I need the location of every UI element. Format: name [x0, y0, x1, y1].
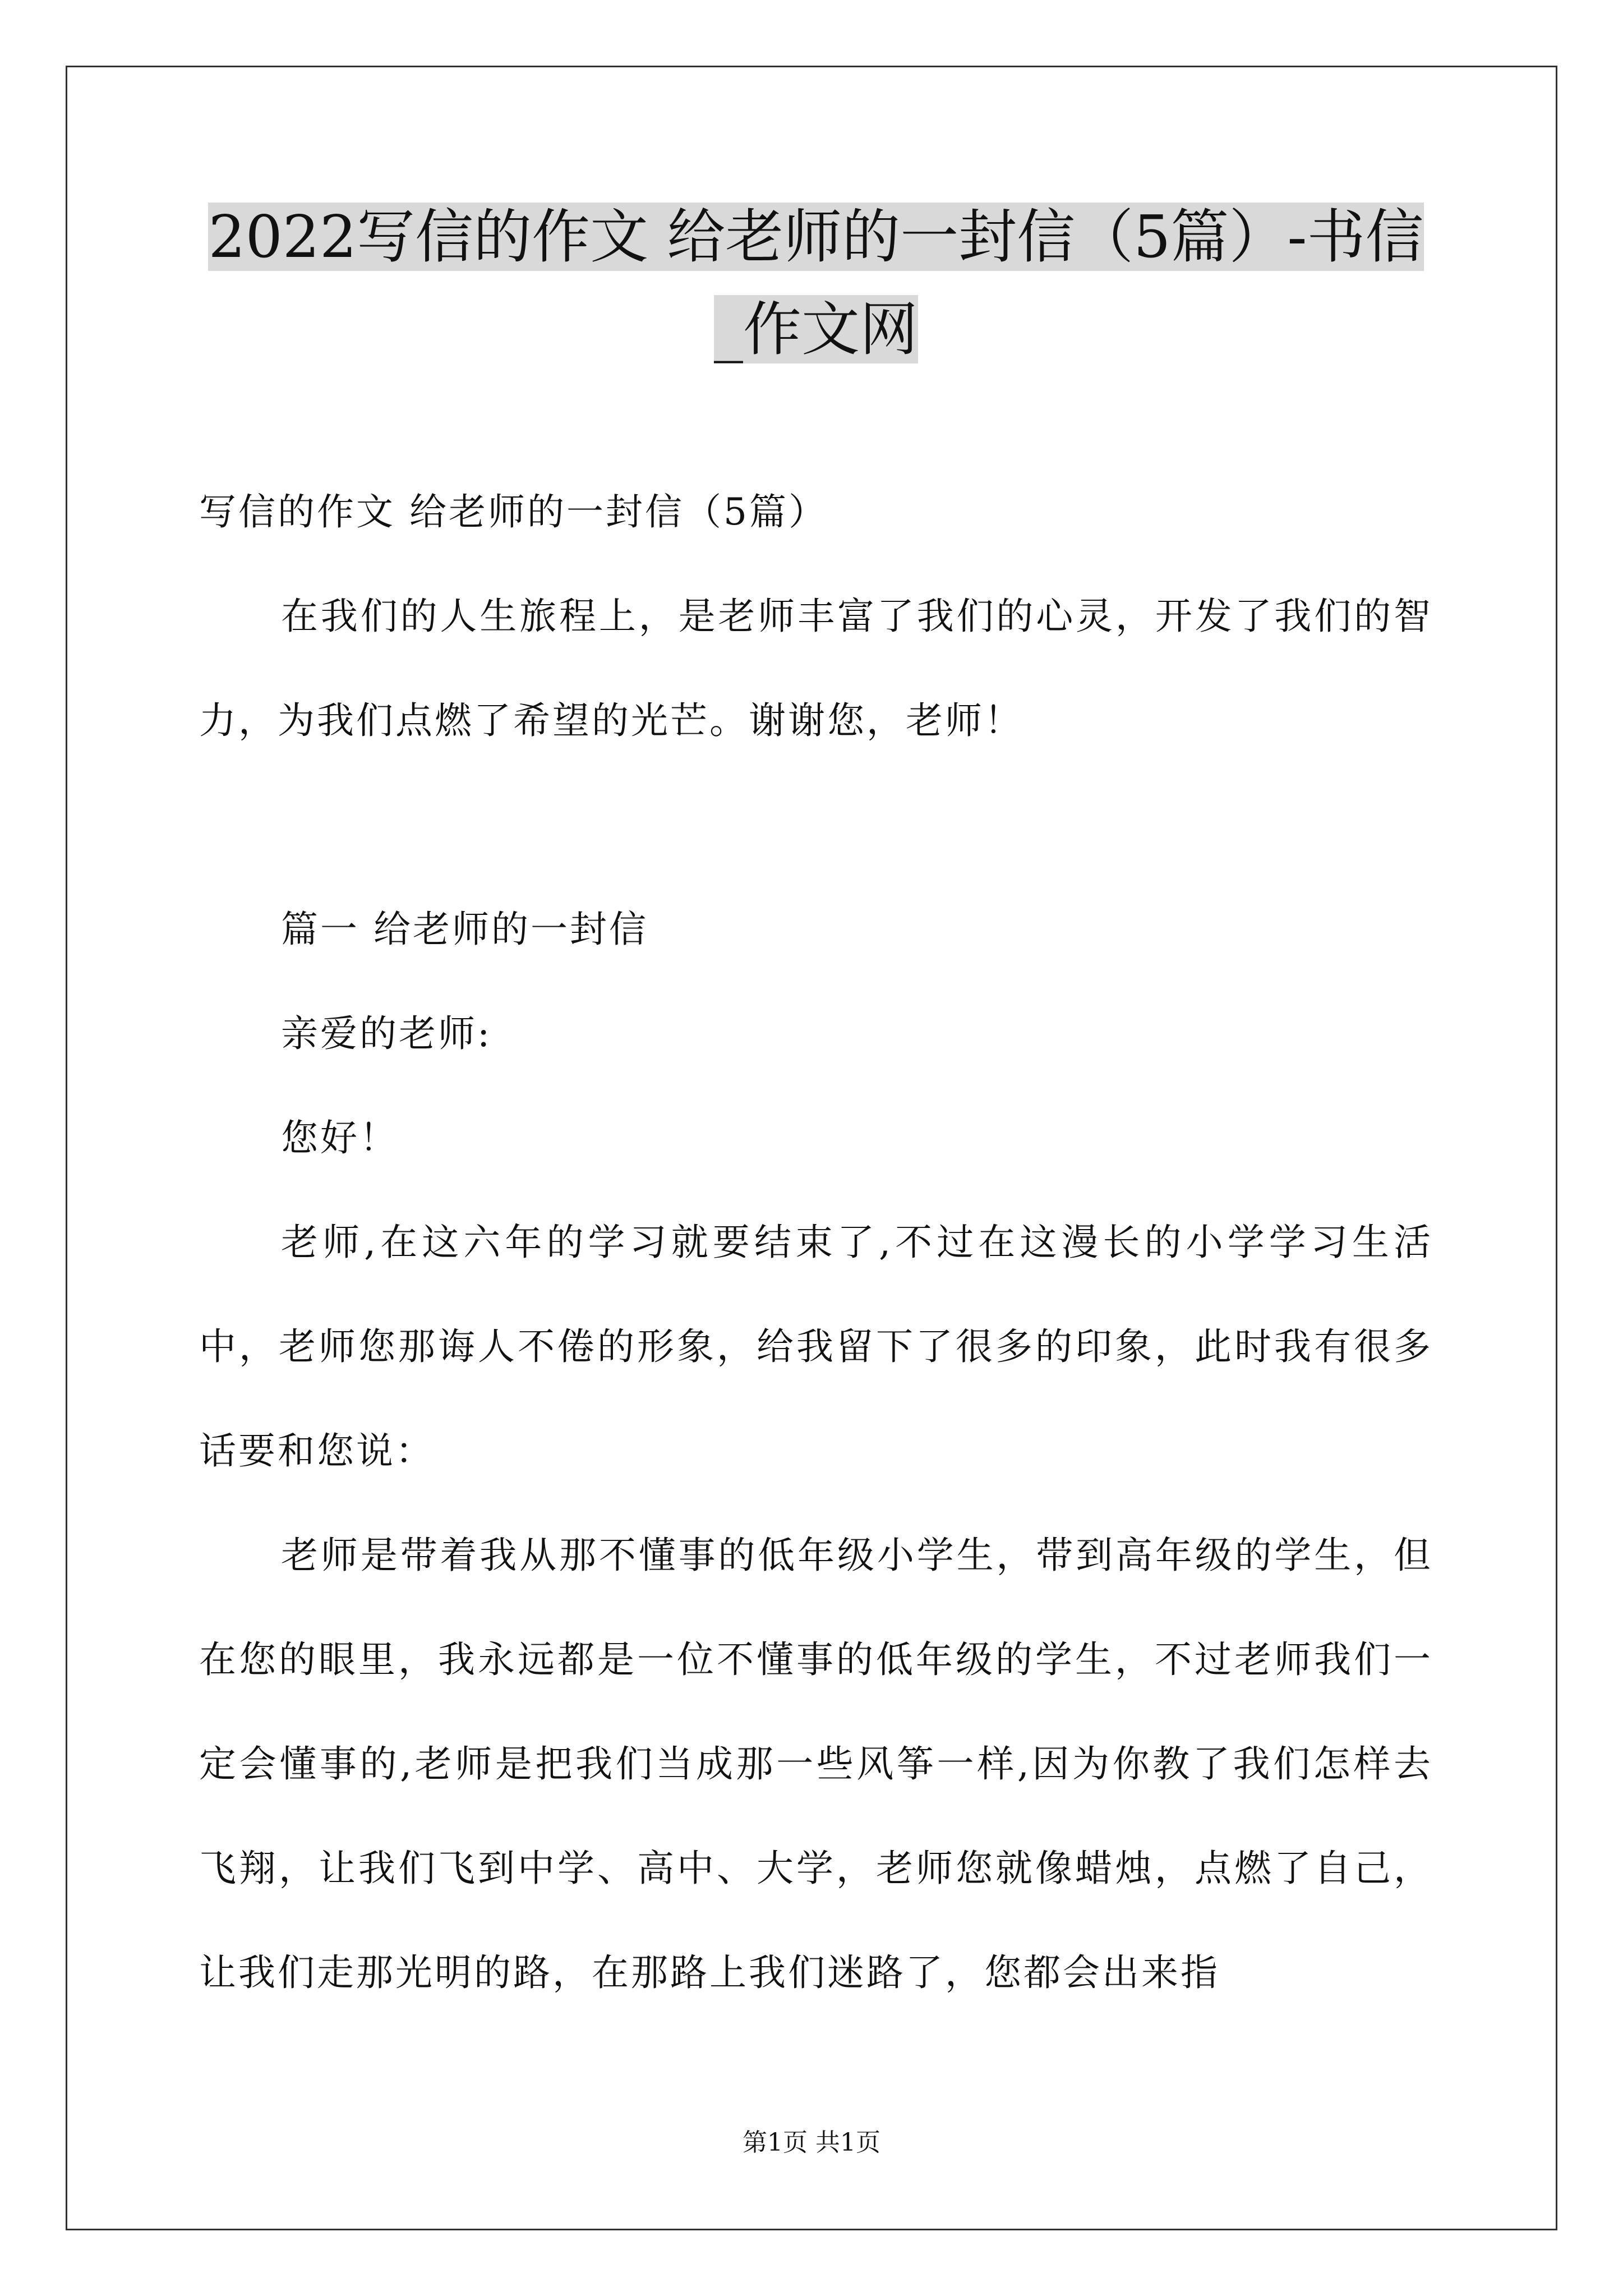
document-title-text: 2022写信的作文 给老师的一封信（5篇）-书信_作文网: [208, 203, 1424, 364]
document-body: [199, 460, 1433, 2025]
letter-salutation: 亲爱的老师:: [281, 1012, 492, 1055]
section-heading: 篇一 给老师的一封信: [281, 908, 648, 951]
paragraph-subtitle: 写信的作文 给老师的一封信（5篇）: [199, 490, 828, 533]
paragraph-intro: 在我们的人生旅程上，是老师丰富了我们的心灵，开发了我们的智力，为我们点燃了希望的光芒。谢谢您，老师！: [199, 595, 1433, 742]
paragraph-body-2: 老师是带着我从那不懂事的低年级小学生，带到高年级的学生，但在您的眼里，我永远都是一位不懂事的低年级的学生，不过老师我们一定会懂事的,老师是把我们当成那一些风筝一样,因为你教了我们怎样去飞翔，让我们飞到中学、高中、大学，老师您就像蜡烛，点燃了自己，让我们走那光明的路，在那路上我们迷路了，您都会出来指: [199, 1534, 1433, 1994]
paragraph-body-1: 老师,在这六年的学习就要结束了,不过在这漫长的小学学习生活中，老师您那诲人不倦的形象，给我留下了很多的印象，此时我有很多话要和您说：: [199, 1221, 1433, 1473]
document-title: [199, 191, 1433, 376]
letter-greeting: 您好！: [281, 1116, 399, 1159]
page-footer: 第1页 共1页: [743, 2128, 880, 2157]
paragraph-spacer: [199, 773, 1433, 877]
